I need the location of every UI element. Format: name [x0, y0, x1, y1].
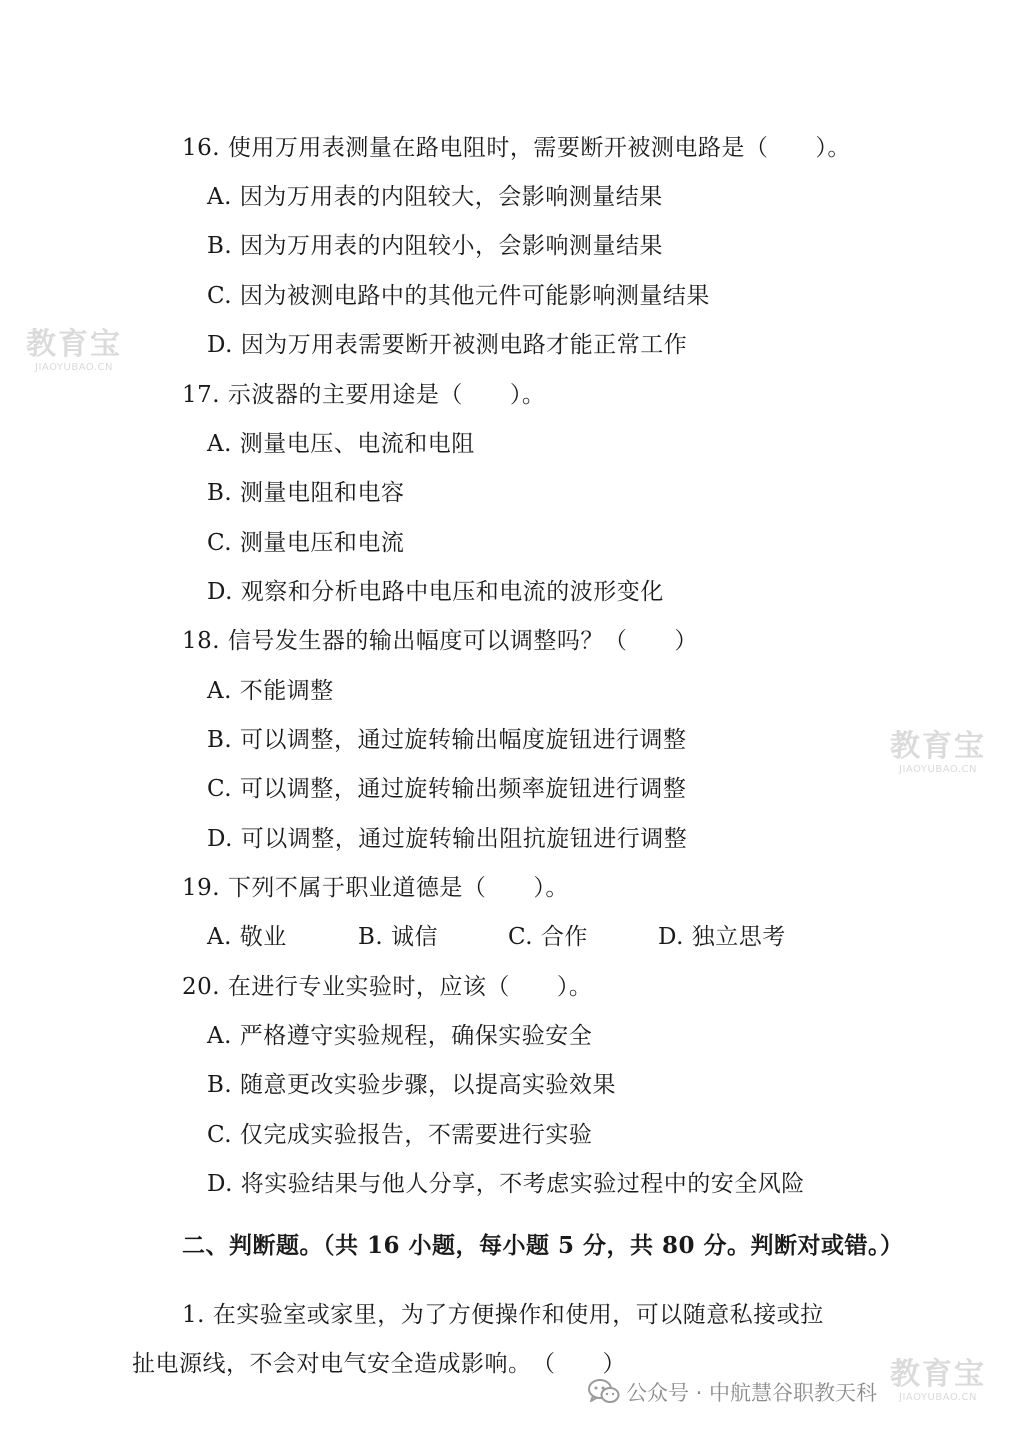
question-20-option-a: A. 严格遵守实验规程，确保实验安全: [207, 1023, 593, 1049]
question-18-option-a: A. 不能调整: [207, 678, 334, 704]
question-19-option-c: C. 合作: [508, 924, 588, 950]
question-17-option-b: B. 测量电阻和电容: [207, 480, 405, 506]
wechat-account-footer: [588, 1377, 877, 1407]
watermark-left: [18, 328, 130, 374]
judgment-1-line-2: 扯电源线，不会对电气安全造成影响。 （ ）: [132, 1351, 626, 1377]
footer-text: 公众号 · 中航慧谷职教天科: [626, 1381, 878, 1405]
question-19-option-b: B. 诚信: [358, 924, 439, 950]
question-16-option-a: A. 因为万用表的内阻较大，会影响测量结果: [207, 184, 663, 210]
question-16-option-b: B. 因为万用表的内阻较小，会影响测量结果: [207, 233, 664, 259]
question-16-option-d: D. 因为万用表需要断开被测电路才能正常工作: [207, 332, 688, 358]
question-16-option-c: C. 因为被测电路中的其他元件可能影响测量结果: [207, 283, 710, 309]
question-17-option-a: A. 测量电压、电流和电阻: [207, 431, 475, 457]
watermark-right: [882, 730, 994, 776]
question-18-stem: 18. 信号发生器的输出幅度可以调整吗？（ ）: [182, 628, 698, 654]
question-20-option-d: D. 将实验结果与他人分享，不考虑实验过程中的安全风险: [207, 1171, 805, 1197]
question-18-option-c: C. 可以调整，通过旋转输出频率旋钮进行调整: [207, 776, 687, 802]
watermark-url: JIAOYUBAO.CN: [899, 764, 977, 775]
question-19-option-d: D. 独立思考: [658, 924, 786, 950]
question-18-option-b: B. 可以调整，通过旋转输出幅度旋钮进行调整: [207, 727, 687, 753]
question-17-option-c: C. 测量电压和电流: [207, 530, 405, 556]
question-20-option-b: B. 随意更改实验步骤，以提高实验效果: [207, 1072, 617, 1098]
question-20-option-c: C. 仅完成实验报告，不需要进行实验: [207, 1122, 593, 1148]
watermark-logo-text: 教育宝: [26, 327, 122, 362]
watermark-url: JIAOYUBAO.CN: [899, 1392, 977, 1403]
question-20-stem: 20. 在进行专业实验时，应该（ ）。: [182, 974, 593, 1000]
watermark-url: JIAOYUBAO.CN: [35, 362, 113, 373]
judgment-1-line-1: 1. 在实验室或家里，为了方便操作和使用，可以随意私接或拉: [182, 1302, 824, 1328]
question-19-stem: 19. 下列不属于职业道德是（ ）。: [182, 875, 569, 901]
question-17-stem: 17. 示波器的主要用途是（ ）。: [182, 382, 546, 408]
watermark-bottom-right: [882, 1358, 994, 1404]
question-17-option-d: D. 观察和分析电路中电压和电流的波形变化: [207, 579, 664, 605]
question-18-option-d: D. 可以调整，通过旋转输出阻抗旋钮进行调整: [207, 826, 688, 852]
question-16-stem: 16. 使用万用表测量在路电阻时，需要断开被测电路是（ ）。: [182, 135, 851, 161]
section-title: 二、判断题。（共 16 小题，每小题 5 分，共 80 分。判断对或错。）: [182, 1232, 904, 1259]
watermark-logo-text: 教育宝: [890, 1357, 986, 1392]
wechat-icon: [588, 1379, 620, 1405]
watermark-logo-text: 教育宝: [890, 729, 986, 764]
question-19-option-a: A. 敬业: [207, 924, 287, 950]
